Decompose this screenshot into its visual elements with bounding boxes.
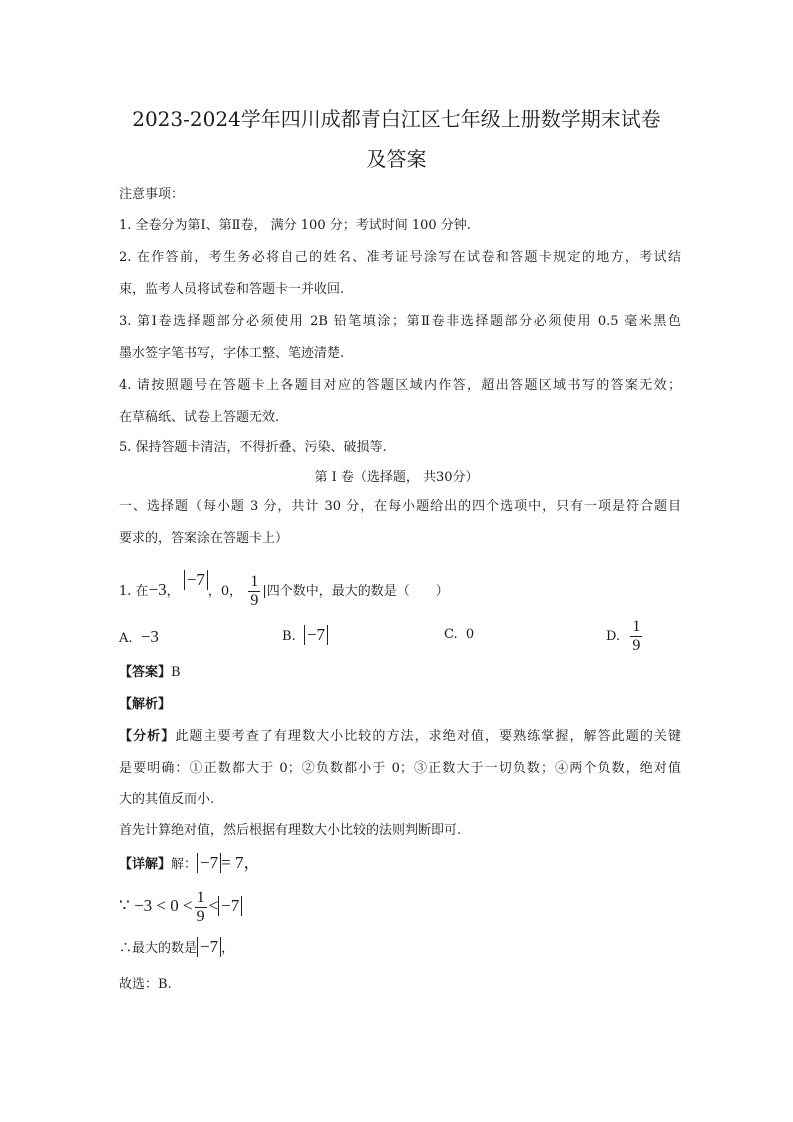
q1-fraction	[248, 573, 260, 610]
option-value: −7	[304, 625, 328, 645]
frac-den: 9	[632, 637, 641, 654]
answer-label: 【答案】	[119, 665, 172, 680]
notice-line: 3. 第Ⅰ卷选择题部分必须使用 2B 铅笔填涂；第Ⅱ卷非选择题部分必须使用 0.5 毫米黑色	[119, 314, 681, 329]
equation: = 7，	[221, 853, 261, 872]
analysis-therefore	[119, 937, 234, 960]
q1-suffix: |四个数中，最大的数是（ ）	[262, 584, 449, 599]
option-d	[606, 618, 644, 655]
analysis-heading: 【解析】	[119, 697, 172, 712]
answer	[119, 664, 181, 682]
analysis-fenxi	[119, 728, 681, 746]
option-label: D.	[606, 629, 621, 644]
option-value: −3	[140, 627, 159, 646]
abs-value: −7	[197, 853, 221, 873]
frac-den: 9	[250, 592, 259, 609]
analysis-fenxi-line: 大的其值反而小.	[119, 792, 215, 807]
notice-line: 1. 全卷分为第Ⅰ、第Ⅱ卷， 满分 100 分；考试时间 100 分钟.	[119, 218, 471, 233]
frac-den: 9	[196, 908, 205, 925]
document-title-line2: 及答案	[366, 147, 427, 171]
analysis-fenxi-line: 是要明确：①正数都大于 0；②负数都小于 0；③正数大于一切负数；④两个负数，绝对值	[119, 761, 681, 776]
option-label: A.	[119, 631, 133, 646]
q1-sep: ，	[166, 584, 180, 599]
option-value: 0	[465, 627, 475, 642]
abs-value: −7	[197, 937, 221, 957]
analysis-xiangjie	[119, 852, 260, 876]
notice-line: 墨水签字笔书写，字体工整、笔迹清楚.	[119, 346, 345, 361]
section-intro-cont: 要求的，答案涂在答题卡上）	[119, 531, 289, 546]
analysis-choice: 故选：B.	[119, 977, 172, 992]
document-title: 2023-2024学年四川成都青白江区七年级上册数学期末试卷	[132, 107, 661, 131]
q1-sep2: ，0，	[207, 584, 243, 599]
fenxi-label: 【分析】	[119, 729, 176, 744]
q1-abs: −7	[184, 570, 208, 590]
option-label: C.	[444, 627, 458, 642]
notice-line: 5. 保持答题卡清洁，不得折叠、污染、破损等.	[119, 440, 387, 455]
analysis-fenxi-line: 首先计算绝对值，然后根据有理数大小比较的法则判断即可.	[119, 823, 462, 838]
answer-value: B	[171, 665, 181, 680]
notice-line: 4. 请按照题号在答题卡上各题目对应的答题区域内作答，超出答题区域书写的答案无效；	[119, 378, 681, 393]
notice-line: 2. 在作答前，考生务必将自己的姓名、准考证号涂写在试卷和答题卡规定的地方，考试结	[119, 250, 681, 265]
option-label: B.	[282, 629, 296, 644]
notice-heading: 注意事项：	[119, 187, 185, 202]
xiangjie-text: 解：	[171, 857, 198, 872]
analysis-because	[119, 886, 242, 928]
q1-n1: −3	[148, 580, 167, 599]
less-than: <	[208, 896, 219, 915]
abs-value: −7	[218, 896, 242, 916]
frac-num: 1	[632, 618, 641, 635]
section-header: 第 Ⅰ 卷（选择题， 共30分）	[314, 470, 479, 485]
fraction	[195, 889, 207, 926]
frac-num: 1	[250, 573, 259, 590]
question-1	[119, 572, 449, 610]
notice-line: 在草稿纸、试卷上答题无效.	[119, 410, 280, 425]
frac-num: 1	[196, 889, 205, 906]
option-fraction	[630, 618, 642, 655]
fenxi-text: 此题主要考查了有理数大小比较的方法，求绝对值，要熟练掌握，解答此题的关键	[175, 729, 681, 744]
comma: ，	[221, 941, 235, 956]
q1-prefix: 1. 在	[119, 584, 149, 599]
option-b	[282, 625, 328, 645]
therefore-text: ∴最大的数是	[119, 941, 198, 956]
inequality: ∵ −3 < 0 <	[119, 896, 193, 915]
option-c	[444, 627, 474, 642]
section-intro: 一、选择题（每小题 3 分，共计 30 分，在每小题给出的四个选项中，只有一项是符合题目	[119, 499, 681, 514]
option-a	[119, 627, 159, 647]
notice-line: 束，监考人员将试卷和答题卡一并收回.	[119, 282, 345, 297]
xiangjie-label: 【详解】	[119, 857, 172, 872]
